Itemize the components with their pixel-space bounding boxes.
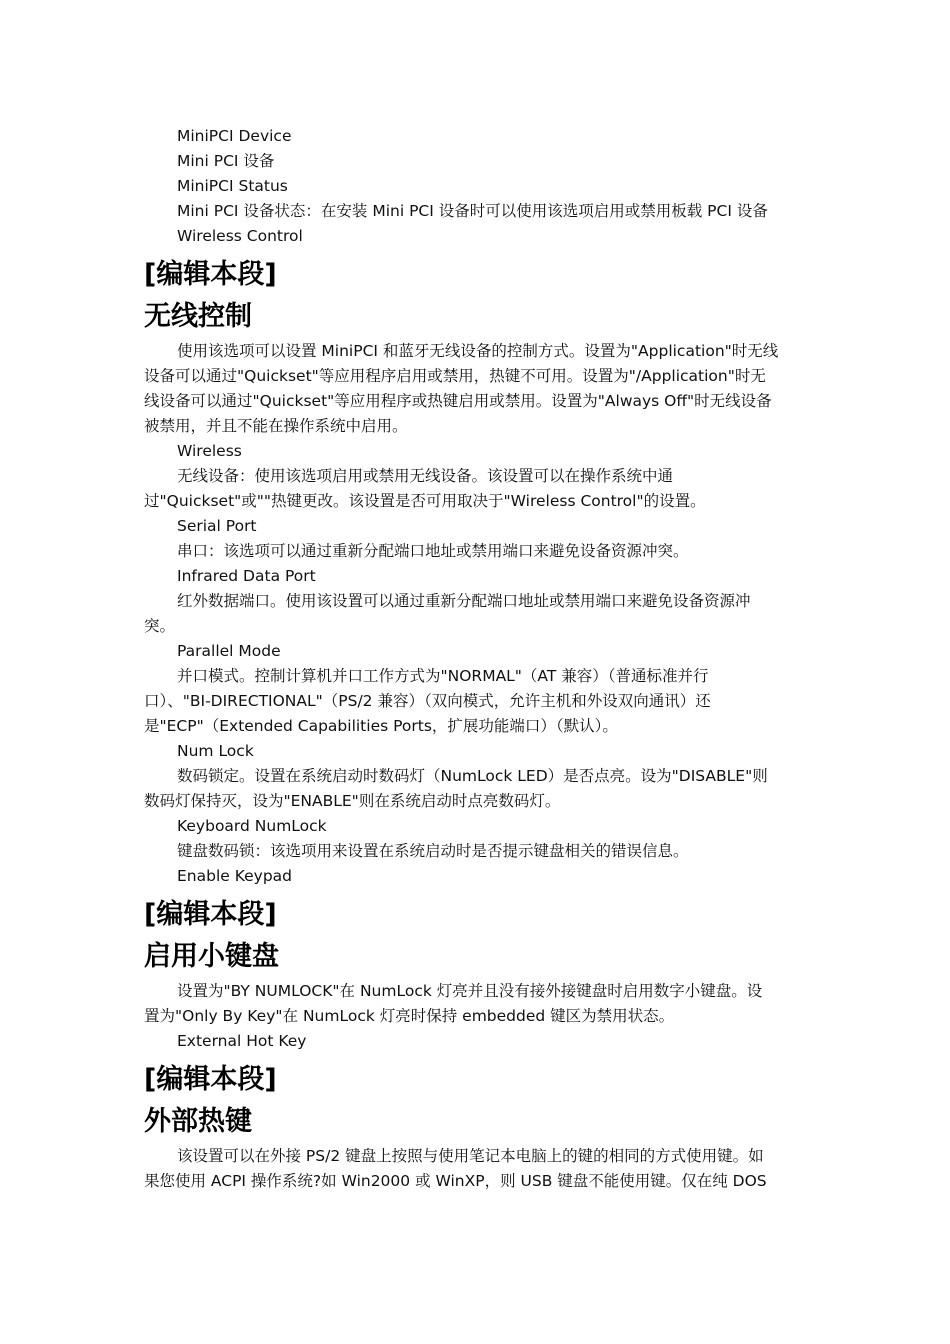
paragraph-line: 数码灯保持灭，设为"ENABLE"则在系统启动时点亮数码灯。 bbox=[144, 792, 561, 810]
paragraph-line: 果您使用 ACPI 操作系统?如 Win2000 或 WinXP，则 USB 键盘不能使用键。仅在纯 DOS bbox=[144, 1172, 767, 1190]
paragraph-line: 使用该选项可以设置 MiniPCI 和蓝牙无线设备的控制方式。设置为"Application"时无线 bbox=[177, 342, 779, 360]
text-line: Mini PCI 设备 bbox=[177, 152, 275, 170]
document-body bbox=[144, 124, 808, 1194]
item-label: Serial Port bbox=[177, 517, 257, 535]
item-label: Wireless bbox=[177, 442, 242, 460]
paragraph-line: 该设置可以在外接 PS/2 键盘上按照与使用笔记本电脑上的键的相同的方式使用键。如 bbox=[177, 1147, 764, 1165]
paragraph-line: 设置为"BY NUMLOCK"在 NumLock 灯亮并且没有接外接键盘时启用数字小键盘。设 bbox=[177, 982, 763, 1000]
section-heading: 无线控制 bbox=[144, 301, 252, 332]
paragraph-line: 红外数据端口。使用该设置可以通过重新分配端口地址或禁用端口来避免设备资源冲 bbox=[177, 592, 751, 610]
paragraph bbox=[144, 339, 808, 439]
paragraph-line: 过"Quickset"或""热键更改。该设置是否可用取决于"Wireless Control"的设置。 bbox=[144, 492, 706, 510]
text-line: MiniPCI Status bbox=[177, 177, 288, 195]
paragraph-line: 键盘数码锁：该选项用来设置在系统启动时是否提示键盘相关的错误信息。 bbox=[177, 842, 689, 860]
paragraph-line: 是"ECP"（Extended Capabilities Ports，扩展功能端口）（默认）。 bbox=[144, 717, 618, 735]
item-label: External Hot Key bbox=[177, 1032, 307, 1050]
text-line: Mini PCI 设备状态：在安装 Mini PCI 设备时可以使用该选项启用或禁用板载 PCI 设备 bbox=[177, 202, 768, 220]
paragraph-line: 并口模式。控制计算机并口工作方式为"NORMAL"（AT 兼容）（普通标准并行 bbox=[177, 667, 709, 685]
paragraph-line: 无线设备：使用该选项启用或禁用无线设备。该设置可以在操作系统中通 bbox=[177, 467, 674, 485]
paragraph-line: 设备可以通过"Quickset"等应用程序启用或禁用，热键不可用。设置为"/Application"时无 bbox=[144, 367, 766, 385]
item-label: Infrared Data Port bbox=[177, 567, 316, 585]
section-heading: 外部热键 bbox=[144, 1106, 252, 1137]
edit-section-link[interactable]: [编辑本段] bbox=[144, 899, 277, 930]
item-label: Keyboard NumLock bbox=[177, 817, 327, 835]
text-line: Wireless Control bbox=[177, 227, 303, 245]
paragraph-line: 线设备可以通过"Quickset"等应用程序或热键启用或禁用。设置为"Always Off"时无线设备 bbox=[144, 392, 772, 410]
paragraph-line: 串口：该选项可以通过重新分配端口地址或禁用端口来避免设备资源冲突。 bbox=[177, 542, 689, 560]
edit-section-link[interactable]: [编辑本段] bbox=[144, 259, 277, 290]
item-label: Num Lock bbox=[177, 742, 254, 760]
item-label: Enable Keypad bbox=[177, 867, 293, 885]
paragraph-line: 置为"Only By Key"在 NumLock 灯亮时保持 embedded 键区为禁用状态。 bbox=[144, 1007, 675, 1025]
section-heading: 启用小键盘 bbox=[144, 941, 279, 972]
edit-section-link[interactable]: [编辑本段] bbox=[144, 1064, 277, 1095]
item-label: Parallel Mode bbox=[177, 642, 281, 660]
paragraph-line: 口）、"BI-DIRECTIONAL"（PS/2 兼容）（双向模式，允许主机和外设双向通讯）还 bbox=[144, 692, 711, 710]
paragraph-line: 突。 bbox=[144, 617, 176, 635]
paragraph-line: 被禁用，并且不能在操作系统中启用。 bbox=[144, 417, 408, 435]
text-line: MiniPCI Device bbox=[177, 127, 292, 145]
paragraph-line: 数码锁定。设置在系统启动时数码灯（NumLock LED）是否点亮。设为"DISABLE"则 bbox=[177, 767, 768, 785]
